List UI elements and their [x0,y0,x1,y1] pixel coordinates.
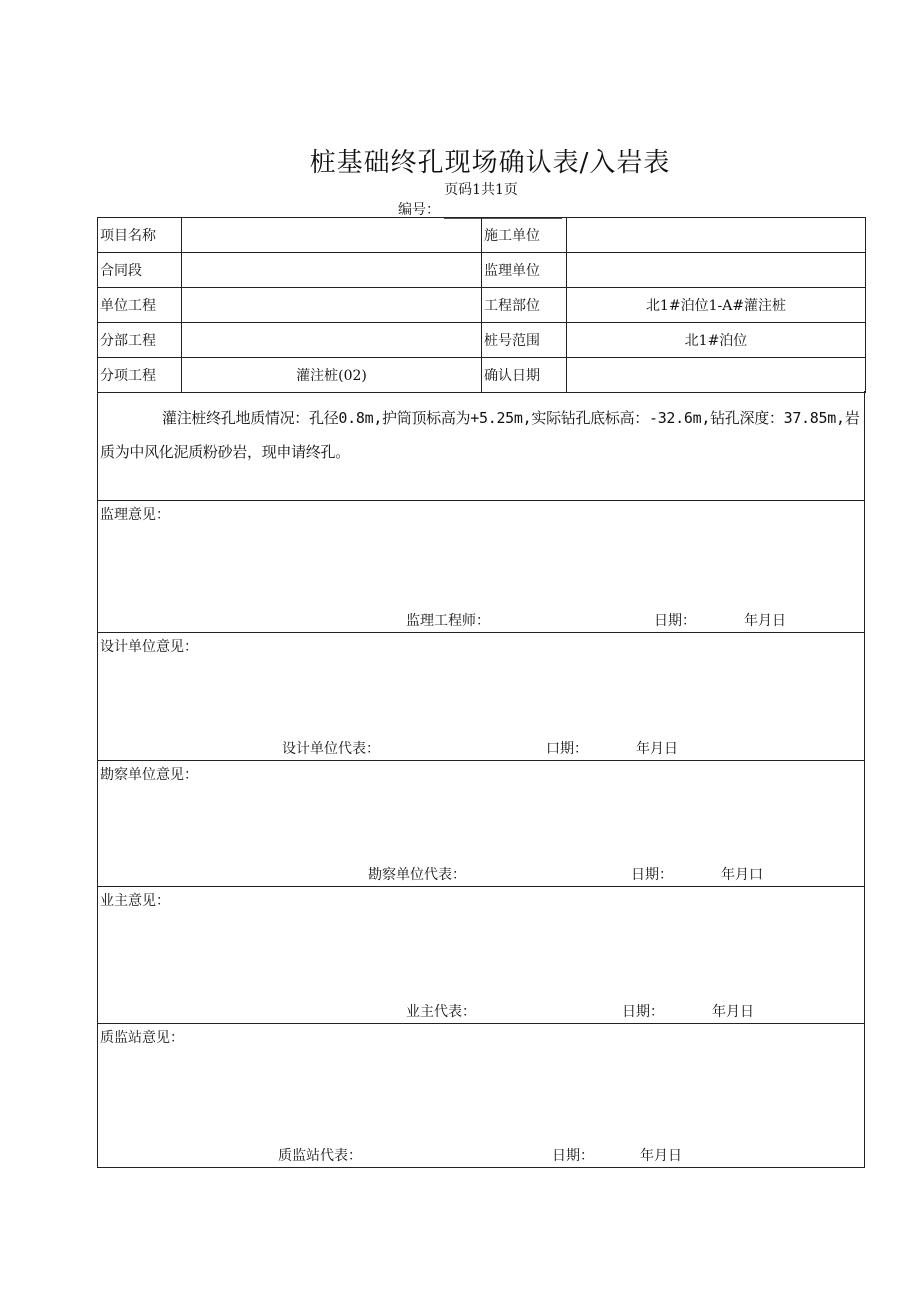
label-cell: 施工单位 [482,218,567,253]
value-cell: 灌注桩(02) [182,358,482,393]
supervision-opinion-section [97,500,865,633]
date-label: 日期： [622,1004,664,1020]
signer-label: 勘察单位代表： [368,867,466,883]
label-cell: 分项工程 [98,358,182,393]
label-cell: 确认日期 [482,358,567,393]
serial-label: 编号： [398,202,440,218]
value-cell [182,323,482,358]
signer-label: 监理工程师： [406,613,490,629]
value-cell: 北1#泊位 [567,323,866,358]
design-opinion-section [97,632,865,761]
date-value: 年月日 [712,1004,754,1020]
table-row [98,253,866,288]
label-cell: 合同段 [98,253,182,288]
signer-label: 业主代表： [406,1004,476,1020]
section-label: 设计单位意见： [100,639,198,655]
page-title: 桩基础终孔现场确认表/入岩表 [309,148,671,178]
date-label: 日期： [654,613,696,629]
value-cell: 北1#泊位1-A#灌注桩 [567,288,866,323]
section-label: 质监站意见： [100,1030,184,1046]
label-cell: 监理单位 [482,253,567,288]
date-label: 日期： [552,1148,594,1164]
date-label: 日期： [631,867,673,883]
geology-description: 灌注桩终孔地质情况：孔径0.8m,护筒顶标高为+5.25m,实际钻孔底标高：-32.6m,钻孔深度：37.85m,岩质为中风化泥质粉砂岩，现申请终孔。 [100,409,860,461]
section-label: 监理意见： [100,507,170,523]
table-row [98,358,866,393]
table-row [98,218,866,253]
label-cell: 桩号范围 [482,323,567,358]
page-info: 页码1共1页 [444,182,518,198]
geology-description-block [97,391,865,501]
value-cell [182,288,482,323]
value-cell [182,253,482,288]
survey-opinion-section [97,760,865,887]
date-value: 年月日 [640,1148,682,1164]
label-cell: 工程部位 [482,288,567,323]
value-cell [567,358,866,393]
table-row [98,323,866,358]
value-cell [182,218,482,253]
section-label: 业主意见： [100,893,170,909]
date-value: 年月日 [636,741,678,757]
info-table [97,217,866,393]
label-cell: 项目名称 [98,218,182,253]
date-value: 年月日 [744,613,786,629]
signer-label: 设计单位代表： [282,741,380,757]
label-cell: 分部工程 [98,323,182,358]
value-cell [567,218,866,253]
label-cell: 单位工程 [98,288,182,323]
value-cell [567,253,866,288]
serial-number [398,199,562,219]
date-label: 口期： [546,741,588,757]
table-row [98,288,866,323]
quality-station-opinion-section [97,1023,865,1168]
owner-opinion-section [97,886,865,1024]
section-label: 勘察单位意见： [100,767,198,783]
signer-label: 质监站代表： [278,1148,362,1164]
date-value: 年月口 [721,867,763,883]
